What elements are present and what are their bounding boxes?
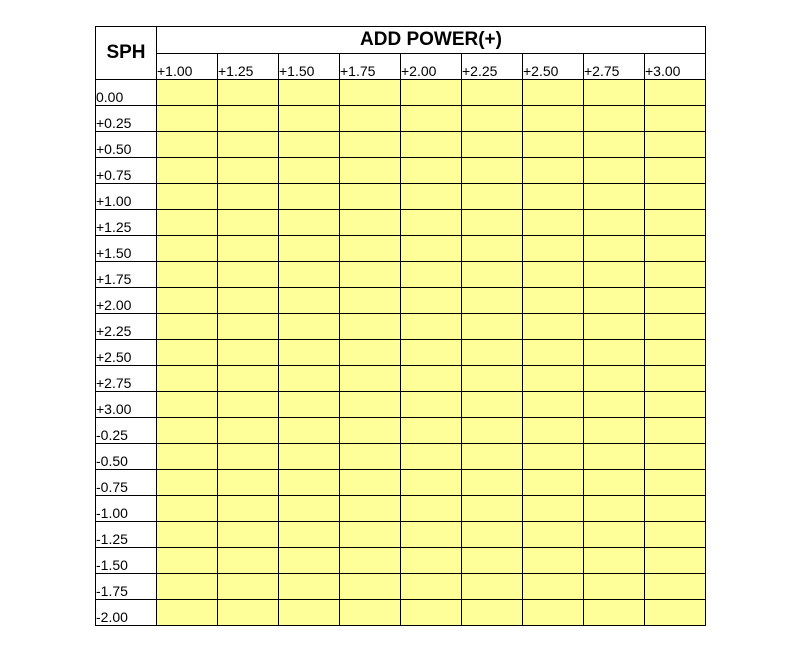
table-body — [96, 80, 706, 626]
grid-cell[interactable] — [340, 574, 401, 600]
grid-cell[interactable] — [462, 236, 523, 262]
grid-cell[interactable] — [523, 548, 584, 574]
grid-cell[interactable] — [523, 288, 584, 314]
grid-cell[interactable] — [584, 496, 645, 522]
grid-cell[interactable] — [279, 314, 340, 340]
grid-cell[interactable] — [462, 80, 523, 106]
grid-cell[interactable] — [340, 158, 401, 184]
grid-cell[interactable] — [523, 522, 584, 548]
grid-cell[interactable] — [462, 184, 523, 210]
add-power-column-header: +1.00 — [157, 54, 218, 80]
table-row — [96, 340, 706, 366]
grid-cell[interactable] — [157, 444, 218, 470]
add-power-sph-table — [95, 26, 706, 626]
grid-cell[interactable] — [340, 236, 401, 262]
grid-cell[interactable] — [584, 548, 645, 574]
grid-cell[interactable] — [462, 444, 523, 470]
sph-row-label: +0.75 — [96, 158, 157, 184]
grid-cell[interactable] — [157, 314, 218, 340]
grid-cell[interactable] — [523, 184, 584, 210]
grid-cell[interactable] — [279, 80, 340, 106]
grid-cell[interactable] — [523, 106, 584, 132]
grid-cell[interactable] — [340, 470, 401, 496]
sph-header: SPH — [96, 27, 157, 80]
table-row — [96, 418, 706, 444]
grid-cell[interactable] — [584, 106, 645, 132]
grid-cell[interactable] — [157, 522, 218, 548]
grid-cell[interactable] — [523, 340, 584, 366]
grid-cell[interactable] — [584, 210, 645, 236]
grid-cell[interactable] — [645, 80, 706, 106]
table-row — [96, 80, 706, 106]
grid-cell[interactable] — [157, 548, 218, 574]
grid-cell[interactable] — [218, 340, 279, 366]
grid-cell[interactable] — [218, 522, 279, 548]
grid-cell[interactable] — [462, 470, 523, 496]
grid-cell[interactable] — [584, 470, 645, 496]
grid-cell[interactable] — [462, 106, 523, 132]
grid-cell[interactable] — [157, 210, 218, 236]
grid-cell[interactable] — [157, 470, 218, 496]
table-row — [96, 288, 706, 314]
grid-cell[interactable] — [401, 132, 462, 158]
add-power-column-header: +1.75 — [340, 54, 401, 80]
table-row — [96, 522, 706, 548]
sph-row-label: +1.50 — [96, 236, 157, 262]
grid-cell[interactable] — [340, 522, 401, 548]
table-row — [96, 262, 706, 288]
grid-cell[interactable] — [157, 418, 218, 444]
table-row — [96, 600, 706, 626]
grid-cell[interactable] — [279, 236, 340, 262]
grid-cell[interactable] — [462, 574, 523, 600]
add-power-column-header: +2.75 — [584, 54, 645, 80]
grid-cell[interactable] — [157, 262, 218, 288]
grid-cell[interactable] — [645, 262, 706, 288]
grid-cell[interactable] — [523, 496, 584, 522]
grid-cell[interactable] — [584, 366, 645, 392]
grid-cell[interactable] — [340, 600, 401, 626]
grid-cell[interactable] — [218, 392, 279, 418]
grid-cell[interactable] — [218, 418, 279, 444]
table-row — [96, 548, 706, 574]
table-row — [96, 158, 706, 184]
sph-row-label: +3.00 — [96, 392, 157, 418]
sph-row-label: -1.50 — [96, 548, 157, 574]
grid-cell[interactable] — [401, 600, 462, 626]
grid-cell[interactable] — [523, 132, 584, 158]
grid-cell[interactable] — [584, 80, 645, 106]
sph-row-label: +0.25 — [96, 106, 157, 132]
grid-cell[interactable] — [218, 548, 279, 574]
grid-cell[interactable] — [645, 574, 706, 600]
grid-cell[interactable] — [157, 496, 218, 522]
grid-cell[interactable] — [157, 340, 218, 366]
grid-cell[interactable] — [523, 392, 584, 418]
sph-row-label: -0.50 — [96, 444, 157, 470]
sph-row-label: +1.00 — [96, 184, 157, 210]
grid-cell[interactable] — [523, 366, 584, 392]
grid-cell[interactable] — [645, 210, 706, 236]
grid-cell[interactable] — [401, 106, 462, 132]
grid-cell[interactable] — [584, 522, 645, 548]
add-power-column-header: +2.50 — [523, 54, 584, 80]
grid-cell[interactable] — [584, 184, 645, 210]
add-power-column-header: +2.00 — [401, 54, 462, 80]
grid-cell[interactable] — [401, 314, 462, 340]
grid-cell[interactable] — [401, 262, 462, 288]
grid-cell[interactable] — [340, 262, 401, 288]
grid-cell[interactable] — [401, 366, 462, 392]
grid-cell[interactable] — [157, 132, 218, 158]
grid-cell[interactable] — [279, 158, 340, 184]
grid-cell[interactable] — [279, 600, 340, 626]
grid-cell[interactable] — [584, 262, 645, 288]
sph-row-label: -2.00 — [96, 600, 157, 626]
grid-cell[interactable] — [157, 392, 218, 418]
grid-cell[interactable] — [340, 340, 401, 366]
grid-cell[interactable] — [584, 418, 645, 444]
grid-cell[interactable] — [218, 132, 279, 158]
grid-cell[interactable] — [218, 288, 279, 314]
grid-cell[interactable] — [401, 158, 462, 184]
grid-cell[interactable] — [157, 366, 218, 392]
grid-cell[interactable] — [157, 288, 218, 314]
grid-cell[interactable] — [645, 340, 706, 366]
grid-cell[interactable] — [645, 444, 706, 470]
grid-cell[interactable] — [340, 106, 401, 132]
sph-row-label: +0.50 — [96, 132, 157, 158]
grid-cell[interactable] — [462, 548, 523, 574]
grid-cell[interactable] — [279, 418, 340, 444]
sph-row-label: +2.50 — [96, 340, 157, 366]
grid-cell[interactable] — [157, 600, 218, 626]
grid-cell[interactable] — [462, 418, 523, 444]
sph-row-label: 0.00 — [96, 80, 157, 106]
grid-cell[interactable] — [523, 262, 584, 288]
grid-cell[interactable] — [218, 444, 279, 470]
grid-cell[interactable] — [218, 496, 279, 522]
grid-cell[interactable] — [462, 340, 523, 366]
table-row — [96, 236, 706, 262]
grid-cell[interactable] — [279, 288, 340, 314]
grid-cell[interactable] — [218, 366, 279, 392]
grid-cell[interactable] — [645, 470, 706, 496]
grid-cell[interactable] — [462, 366, 523, 392]
grid-cell[interactable] — [157, 184, 218, 210]
add-power-column-header: +1.25 — [218, 54, 279, 80]
table-row — [96, 132, 706, 158]
grid-cell[interactable] — [218, 184, 279, 210]
add-power-column-header: +1.50 — [279, 54, 340, 80]
grid-cell[interactable] — [279, 262, 340, 288]
grid-cell[interactable] — [645, 366, 706, 392]
table-row — [96, 470, 706, 496]
grid-cell[interactable] — [218, 262, 279, 288]
grid-cell[interactable] — [218, 600, 279, 626]
grid-cell[interactable] — [401, 340, 462, 366]
grid-cell[interactable] — [462, 132, 523, 158]
grid-cell[interactable] — [157, 158, 218, 184]
grid-cell[interactable] — [340, 366, 401, 392]
grid-cell[interactable] — [645, 236, 706, 262]
grid-cell[interactable] — [645, 314, 706, 340]
add-power-column-header: +3.00 — [645, 54, 706, 80]
grid-cell[interactable] — [401, 210, 462, 236]
sph-row-label: +2.00 — [96, 288, 157, 314]
grid-cell[interactable] — [462, 262, 523, 288]
grid-cell[interactable] — [218, 158, 279, 184]
grid-cell[interactable] — [279, 496, 340, 522]
grid-cell[interactable] — [340, 132, 401, 158]
table-row — [96, 496, 706, 522]
grid-cell[interactable] — [340, 314, 401, 340]
grid-cell[interactable] — [340, 80, 401, 106]
grid-cell[interactable] — [279, 210, 340, 236]
table-row — [96, 184, 706, 210]
grid-cell[interactable] — [279, 548, 340, 574]
grid-cell[interactable] — [401, 522, 462, 548]
grid-cell[interactable] — [401, 496, 462, 522]
grid-cell[interactable] — [584, 392, 645, 418]
grid-cell[interactable] — [401, 288, 462, 314]
grid-cell[interactable] — [462, 158, 523, 184]
table-row — [96, 574, 706, 600]
grid-cell[interactable] — [340, 184, 401, 210]
grid-cell[interactable] — [401, 392, 462, 418]
sph-row-label: -0.25 — [96, 418, 157, 444]
grid-cell[interactable] — [340, 548, 401, 574]
grid-cell[interactable] — [218, 470, 279, 496]
grid-cell[interactable] — [340, 210, 401, 236]
sph-row-label: -0.75 — [96, 470, 157, 496]
grid-cell[interactable] — [157, 574, 218, 600]
grid-cell[interactable] — [218, 574, 279, 600]
grid-cell[interactable] — [279, 470, 340, 496]
grid-cell[interactable] — [523, 80, 584, 106]
grid-cell[interactable] — [340, 496, 401, 522]
grid-cell[interactable] — [340, 288, 401, 314]
table-row — [96, 210, 706, 236]
grid-cell[interactable] — [218, 106, 279, 132]
grid-cell[interactable] — [340, 418, 401, 444]
grid-cell[interactable] — [523, 158, 584, 184]
grid-cell[interactable] — [645, 418, 706, 444]
grid-cell[interactable] — [401, 184, 462, 210]
grid-cell[interactable] — [523, 418, 584, 444]
grid-cell[interactable] — [523, 210, 584, 236]
grid-cell[interactable] — [157, 80, 218, 106]
grid-cell[interactable] — [462, 600, 523, 626]
grid-cell[interactable] — [401, 470, 462, 496]
grid-cell[interactable] — [523, 236, 584, 262]
grid-cell[interactable] — [462, 210, 523, 236]
grid-cell[interactable] — [645, 600, 706, 626]
grid-cell[interactable] — [645, 496, 706, 522]
sph-row-label: -1.25 — [96, 522, 157, 548]
add-power-header: ADD POWER(+) — [157, 27, 706, 54]
grid-cell[interactable] — [279, 366, 340, 392]
grid-cell[interactable] — [645, 132, 706, 158]
grid-cell[interactable] — [279, 392, 340, 418]
grid-cell[interactable] — [279, 574, 340, 600]
grid-cell[interactable] — [584, 444, 645, 470]
grid-cell[interactable] — [401, 418, 462, 444]
grid-cell[interactable] — [279, 106, 340, 132]
table-row — [96, 392, 706, 418]
grid-cell[interactable] — [279, 340, 340, 366]
header-row-top — [96, 27, 706, 54]
grid-cell[interactable] — [584, 158, 645, 184]
grid-cell[interactable] — [401, 574, 462, 600]
grid-cell[interactable] — [340, 392, 401, 418]
sph-row-label: -1.75 — [96, 574, 157, 600]
add-power-column-headers — [96, 54, 706, 80]
grid-cell[interactable] — [645, 548, 706, 574]
grid-cell[interactable] — [401, 548, 462, 574]
sph-row-label: +1.75 — [96, 262, 157, 288]
grid-cell[interactable] — [401, 236, 462, 262]
grid-cell[interactable] — [340, 444, 401, 470]
grid-cell[interactable] — [462, 314, 523, 340]
sph-row-label: -1.00 — [96, 496, 157, 522]
table-row — [96, 314, 706, 340]
sph-row-label: +1.25 — [96, 210, 157, 236]
grid-cell[interactable] — [218, 236, 279, 262]
grid-cell[interactable] — [645, 288, 706, 314]
table-row — [96, 366, 706, 392]
grid-cell[interactable] — [523, 314, 584, 340]
grid-cell[interactable] — [218, 314, 279, 340]
grid-cell[interactable] — [584, 132, 645, 158]
sph-row-label: +2.75 — [96, 366, 157, 392]
grid-cell[interactable] — [279, 184, 340, 210]
grid-cell[interactable] — [645, 184, 706, 210]
grid-cell[interactable] — [584, 574, 645, 600]
table-row — [96, 106, 706, 132]
grid-cell[interactable] — [584, 236, 645, 262]
grid-cell[interactable] — [157, 106, 218, 132]
sph-row-label: +2.25 — [96, 314, 157, 340]
grid-cell[interactable] — [523, 470, 584, 496]
grid-cell[interactable] — [279, 444, 340, 470]
grid-cell[interactable] — [584, 340, 645, 366]
grid-cell[interactable] — [584, 288, 645, 314]
grid-cell[interactable] — [401, 80, 462, 106]
table-row — [96, 444, 706, 470]
grid-cell[interactable] — [401, 444, 462, 470]
grid-cell[interactable] — [462, 392, 523, 418]
grid-cell[interactable] — [462, 522, 523, 548]
grid-cell[interactable] — [279, 522, 340, 548]
grid-cell[interactable] — [279, 132, 340, 158]
grid-cell[interactable] — [218, 210, 279, 236]
grid-cell[interactable] — [462, 496, 523, 522]
grid-cell[interactable] — [218, 80, 279, 106]
grid-cell[interactable] — [645, 106, 706, 132]
grid-cell[interactable] — [157, 236, 218, 262]
add-power-column-header: +2.25 — [462, 54, 523, 80]
grid-cell[interactable] — [523, 574, 584, 600]
grid-cell[interactable] — [584, 314, 645, 340]
grid-cell[interactable] — [584, 600, 645, 626]
grid-cell[interactable] — [523, 444, 584, 470]
grid-cell[interactable] — [645, 392, 706, 418]
grid-cell[interactable] — [462, 288, 523, 314]
grid-cell[interactable] — [645, 522, 706, 548]
grid-cell[interactable] — [523, 600, 584, 626]
grid-cell[interactable] — [645, 158, 706, 184]
